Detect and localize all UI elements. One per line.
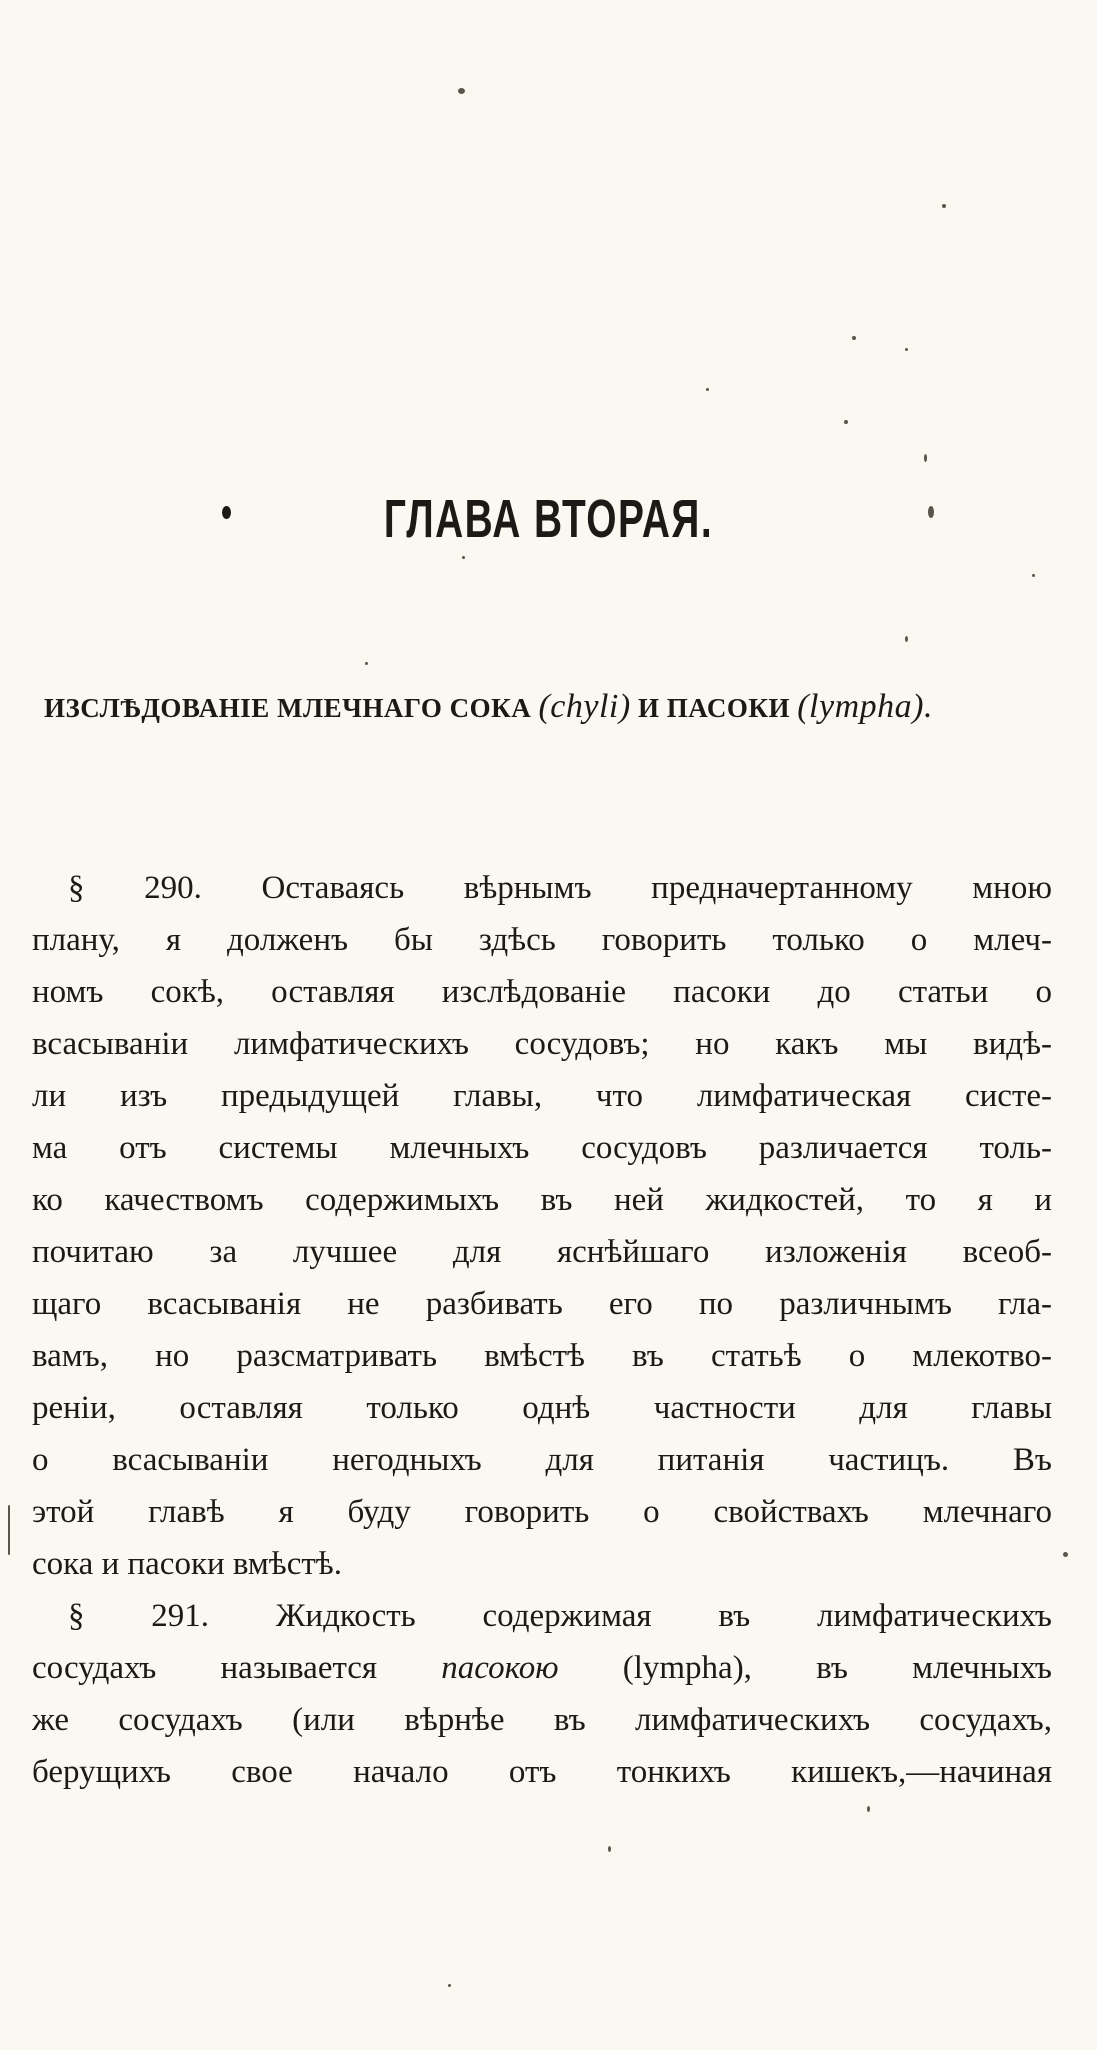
paper-speck [608, 1846, 611, 1852]
chapter-subtitle [44, 688, 1064, 726]
text-line-with-italic [32, 1642, 1052, 1694]
paper-speck [458, 88, 465, 94]
text-line: ли изъ предыдущей главы, что лимфатическая систе- [32, 1078, 1052, 1114]
text-line: § 291. Жидкость содержимая въ лимфатическихъ [68, 1598, 1052, 1634]
subtitle-prefix: ИЗСЛѢДОВАНІЕ МЛЕЧНАГО СОКА [44, 693, 532, 723]
text-segment: (lympha), въ млечныхъ [558, 1650, 1052, 1686]
text-line: номъ сокѣ, оставляя изслѣдованіе пасоки до статьи о [32, 974, 1052, 1010]
text-line: § 290. Оставаясь вѣрнымъ предначертанному мною [68, 870, 1052, 906]
subtitle-latin-lympha: (lympha). [797, 688, 933, 725]
paper-speck [928, 506, 934, 518]
paper-speck [365, 662, 368, 665]
text-line: о всасываніи негодныхъ для питанія частицъ. Въ [32, 1442, 1052, 1478]
italic-term: пасокою [441, 1650, 559, 1686]
paper-speck [706, 388, 709, 391]
paper-speck [844, 420, 848, 424]
text-line: плану, я долженъ бы здѣсь говорить только о млеч- [32, 922, 1052, 958]
text-line: ма отъ системы млечныхъ сосудовъ различается толь- [32, 1130, 1052, 1166]
paper-speck [462, 556, 465, 559]
paper-speck [448, 1984, 451, 1987]
text-line: же сосудахъ (или вѣрнѣе въ лимфатическихъ сосудахъ, [32, 1702, 1052, 1738]
text-line: этой главѣ я буду говорить о свойствахъ млечнаго [32, 1494, 1052, 1530]
text-line: ко качествомъ содержимыхъ въ ней жидкостей, то я и [32, 1182, 1052, 1218]
subtitle-latin-chyli: (chyli) [538, 688, 631, 725]
text-line: реніи, оставляя только однѣ частности для главы [32, 1390, 1052, 1426]
text-line: всасываніи лимфатическихъ сосудовъ; но какъ мы видѣ- [32, 1026, 1052, 1062]
text-line: вамъ, но разсматривать вмѣстѣ въ статьѣ о млекотво- [32, 1338, 1052, 1374]
page-edge-mark [8, 1505, 10, 1555]
paper-speck [905, 636, 908, 642]
text-line: щаго всасыванія не разбивать его по различнымъ гла- [32, 1286, 1052, 1322]
paper-speck [905, 348, 908, 351]
text-line: почитаю за лучшее для яснѣйшаго изложенія всеоб- [32, 1234, 1052, 1270]
text-line: берущихъ свое начало отъ тонкихъ кишекъ,—начиная [32, 1754, 1052, 1790]
text-segment: сосудахъ называется [32, 1650, 442, 1686]
paper-speck [867, 1806, 870, 1812]
chapter-title: ГЛАВА ВТОРАЯ. [383, 489, 714, 549]
paper-speck [1032, 574, 1035, 577]
body-text [32, 862, 1052, 1798]
text-line: сока и пасоки вмѣстѣ. [32, 1546, 342, 1582]
paper-speck [1063, 1552, 1068, 1557]
paper-speck [924, 454, 927, 462]
paper-speck [942, 204, 946, 208]
paper-speck [852, 336, 856, 340]
subtitle-middle: И ПАСОКИ [637, 693, 790, 723]
